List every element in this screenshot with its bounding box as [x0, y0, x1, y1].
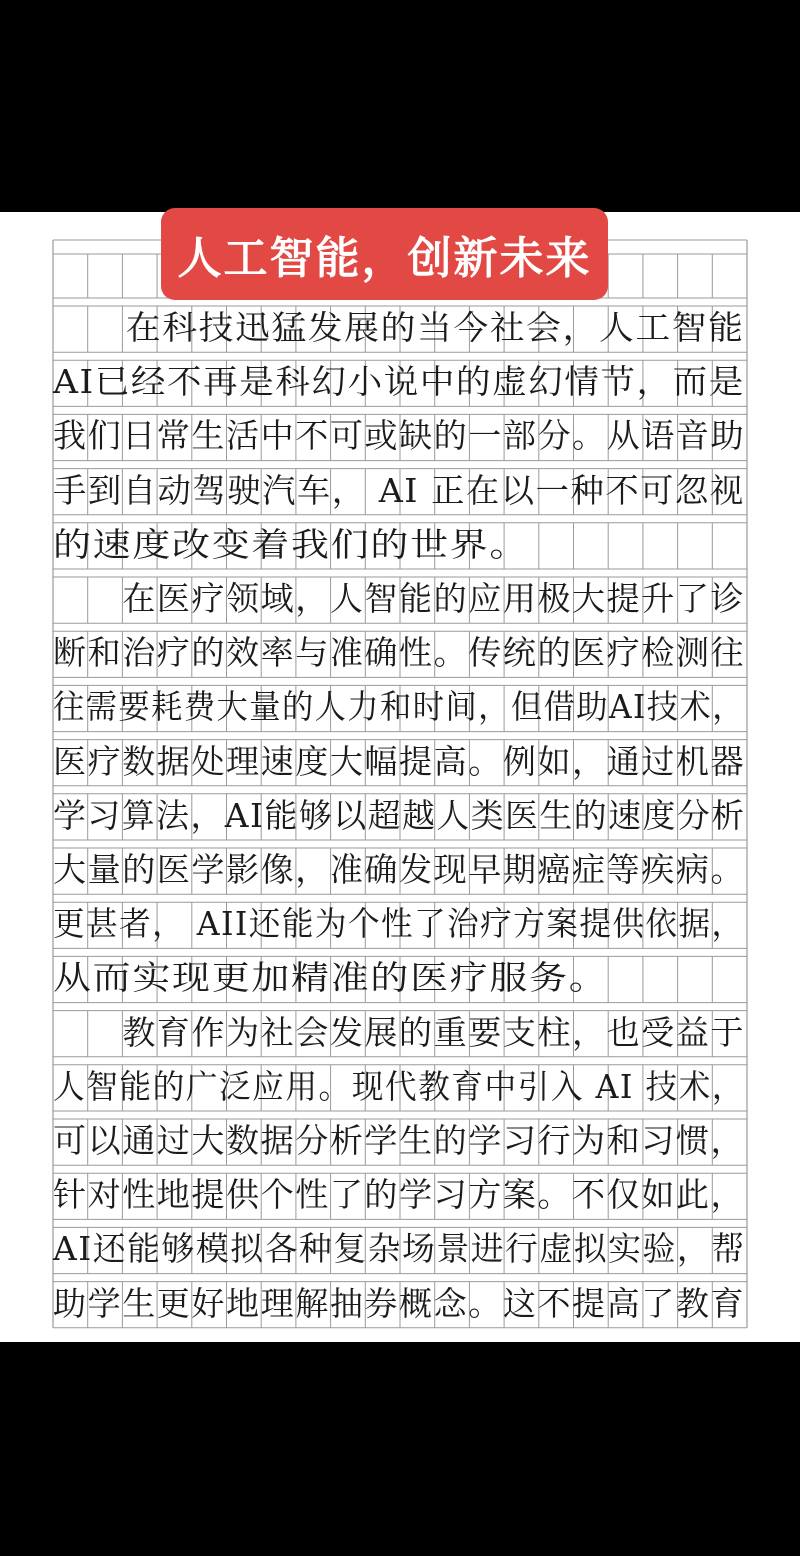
essay-line: 在医疗领域，人智能的应用极大提升了诊: [53, 579, 746, 618]
essay-line: 针对性地提供个性了的学习方案。不仅如此，: [53, 1175, 746, 1215]
essay-title: 人工智能，创新未来: [177, 233, 592, 284]
essay-line: 我们日常生活中不可或缺的一部分。从语音助: [53, 416, 746, 456]
essay-body: [53, 212, 747, 1323]
essay-line: AI还能够模拟各种复杂场景进行虚拟实验，帮: [53, 1229, 746, 1269]
essay-line: 学习算法，AI能够以超越人类医生的速度分析: [53, 795, 746, 835]
essay-line: 大量的医学影像，准确发现早期癌症等疾病。: [53, 850, 746, 889]
essay-line: 从而实现更加精准的医疗服务。: [53, 958, 609, 998]
essay-line: 在科技迅猛发展的当今社会，人工智能: [53, 308, 745, 347]
essay-line: 的速度改变着我们的世界。: [53, 524, 530, 564]
essay-line: 往需要耗费大量的人力和时间，但借助AI技术，: [53, 687, 745, 727]
essay-line: 医疗数据处理速度大幅提高。例如，通过机器: [53, 741, 746, 781]
essay-line: 手到自动驾驶汽车， AI 正在以一种不可忽视: [53, 470, 745, 510]
essay-line: 助学生更好地理解抽券概念。这不提高了教育: [53, 1283, 746, 1323]
essay-line: 更甚者， AII还能为个性了治疗方案提供依据，: [53, 904, 745, 944]
title-banner: [161, 208, 608, 300]
grid-paper: [0, 212, 800, 1342]
essay-line: 教育作为社会发展的重要支柱，也受益于: [53, 1012, 746, 1052]
essay-line: 可以通过大数据分析学生的学习行为和习惯，: [53, 1121, 746, 1160]
essay-line: AI已经不再是科幻小说中的虚幻情节，而是: [53, 362, 745, 402]
essay-line: 断和治疗的效率与准确性。传统的医疗检测往: [53, 633, 746, 673]
essay-line: 人智能的广泛应用。现代教育中引入 AI 技术，: [53, 1066, 746, 1106]
